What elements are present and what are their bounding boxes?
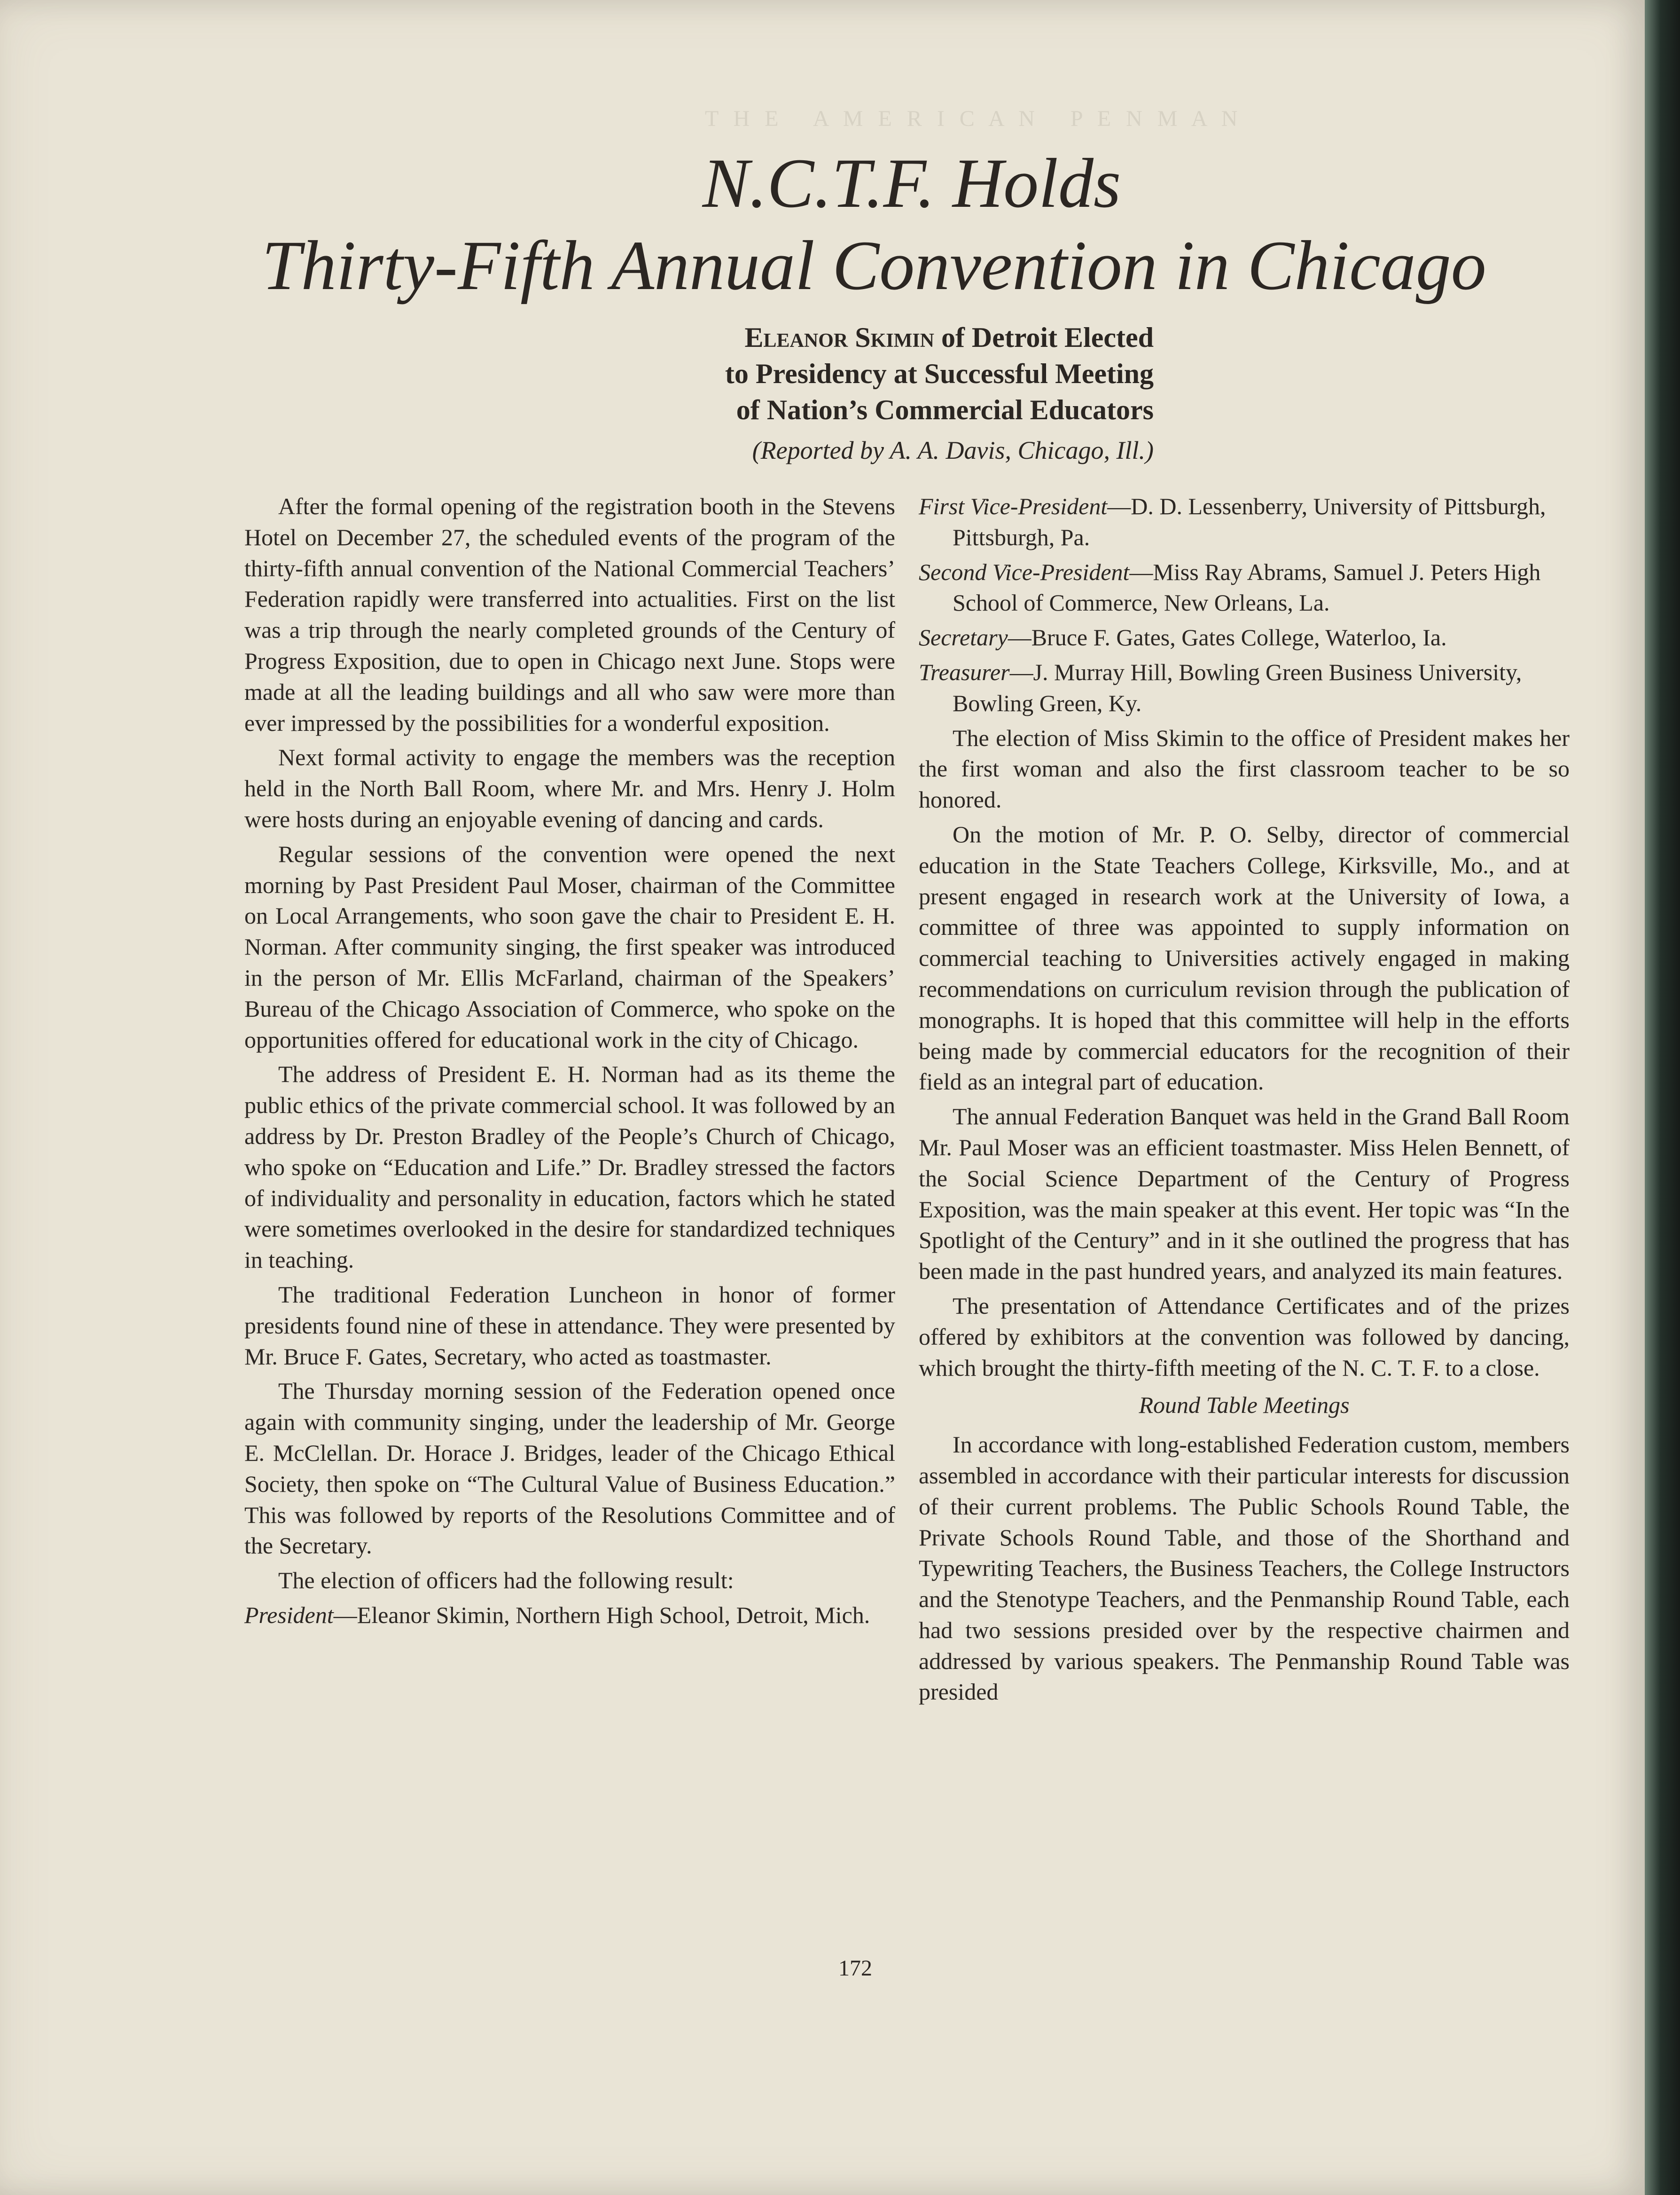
paragraph: In accordance with long-established Federation custom, members assembled in accordance with their particular interests for discussion of their current problems. The Public Schools Round Table, the Private Schools Round Table, and those of the Shorthand and Typewriting Teachers, the Business Teachers, the College Instructors and the Stenotype Teachers, and the Penmanship Round Table, each had two sessions presided over by the respective chairmen and addressed by various speakers. The Penmanship Round Table was presided	[919, 1431, 1570, 1705]
article-subheading	[667, 320, 1154, 428]
officer-entry	[919, 657, 1570, 719]
officer-name: —Bruce F. Gates, Gates College, Waterloo, Ia.	[1008, 624, 1447, 651]
paragraph: Next formal activity to engage the members was the reception held in the North Ball Room, where Mr. and Mrs. Henry J. Holm were hosts during an enjoyable evening of dancing and cards.	[244, 744, 895, 832]
paragraph: The Thursday morning session of the Federation opened once again with community singing, under the leadership of Mr. George E. McClellan. Dr. Horace J. Bridges, leader of the Chicago Ethical Society, then spoke on “The Cultural Value of Business Education.” This was followed by reports of the Resolutions Committee and of the Secretary.	[244, 1378, 895, 1559]
officer-role: Second Vice-President	[919, 558, 1130, 585]
subheading-line-1: of Detroit Elected	[934, 322, 1154, 353]
book-spine-edge	[1645, 0, 1680, 2195]
paragraph: After the formal opening of the registration booth in the Stevens Hotel on December 27, the scheduled events of the program of the thirty-fifth annual convention of the National Commercial Teachers’ Federation rapidly were transferred into actualities. First on the list was a trip through the nearly completed grounds of the Century of Progress Exposition, due to open in Chicago next June. Stops were made at all the leading buildings and all who saw were more than ever impressed by the possibilities for a wonderful exposition.	[244, 493, 895, 736]
paragraph: The presentation of Attendance Certificates and of the prizes offered by exhibitors at the convention was followed by dancing, which brought the thirty-fifth meeting of the N. C. T. F. to a close.	[919, 1292, 1570, 1381]
paragraph: The annual Federation Banquet was held in the Grand Ball Room Mr. Paul Moser was an efficient toastmaster. Miss Helen Bennett, of the Social Science Department of the Century of Progress Exposition, was the main speaker at this event. Her topic was “In the Spotlight of the Century” and in it she outlined the progress that has been made in the past hundred years, and analyzed its main features.	[919, 1103, 1570, 1285]
round-table-heading: Round Table Meetings	[1139, 1392, 1350, 1419]
officer-entry	[919, 622, 1570, 653]
subheading-line-2: to Presidency at Successful Meeting	[725, 358, 1154, 389]
officer-role: Secretary	[919, 624, 1008, 651]
paragraph: The election of officers had the following result:	[278, 1567, 734, 1594]
left-column	[244, 491, 895, 1635]
paragraph: The address of President E. H. Norman had as its theme the public ethics of the private commercial school. It was followed by an address by Dr. Preston Bradley of the People’s Church of Chicago, who spoke on “Education and Life.” Dr. Bradley stressed the factors of individuality and personality in education, factors which he stated were sometimes overlooked in the desire for standardized techniques in teaching.	[244, 1061, 895, 1273]
paragraph: On the motion of Mr. P. O. Selby, director of commercial education in the State Teachers College, Kirksville, Mo., and at present engaged in research work at the University of Iowa, a committee of three was appointed to supply information on commercial teaching to Universities actively engaged in making recommendations on curriculum revision through the publication of monographs. It is hoped that this committee will help in the efforts being made by commercial educators for the recognition of their field as an integral part of education.	[919, 821, 1570, 1095]
officer-name: —J. Murray Hill, Bowling Green Business University, Bowling Green, Ky.	[953, 658, 1522, 716]
officer-entry	[919, 557, 1570, 619]
officer-entry	[919, 491, 1570, 553]
paragraph: The traditional Federation Luncheon in honor of former presidents found nine of these in attendance. They were presented by Mr. Bruce F. Gates, Secretary, who acted as toastmaster.	[244, 1281, 895, 1370]
article-title-line-2: Thirty-Fifth Annual Convention in Chicago	[262, 227, 1486, 305]
subheading-line-3: of Nation’s Commercial Educators	[736, 394, 1154, 425]
page-number: 172	[838, 1956, 872, 1981]
officer-role: President	[244, 1601, 334, 1628]
right-column	[919, 491, 1570, 1711]
officer-role: First Vice-President	[919, 493, 1108, 519]
officer-entry	[244, 1600, 895, 1631]
article-title-line-1: N.C.T.F. Holds	[702, 144, 1121, 222]
reporter-credit: (Reported by A. A. Davis, Chicago, Ill.)	[752, 436, 1154, 464]
officer-name: —D. D. Lessenberry, University of Pittsburgh, Pittsburgh, Pa.	[953, 493, 1546, 550]
officer-name: —Eleanor Skimin, Northern High School, Detroit, Mich.	[333, 1601, 870, 1628]
bleed-through-text: T H E A M E R I C A N P E N M A N	[705, 106, 1242, 131]
officer-role: Treasurer	[919, 658, 1010, 685]
paragraph: Regular sessions of the convention were opened the next morning by Past President Paul Moser, chairman of the Committee on Local Arrangements, who soon gave the chair to President E. H. Norman. After community singing, the first speaker was introduced in the person of Mr. Ellis McFarland, chairman of the Speakers’ Bureau of the Chicago Association of Commerce, who spoke on the opportunities offered for educational work in the city of Chicago.	[244, 840, 895, 1053]
subheading-name: Eleanor Skimin	[744, 322, 934, 353]
officer-name: —Miss Ray Abrams, Samuel J. Peters High School of Commerce, New Orleans, La.	[953, 558, 1541, 616]
paragraph: The election of Miss Skimin to the office of President makes her the first woman and also the first classroom teacher to be so honored.	[919, 724, 1570, 813]
